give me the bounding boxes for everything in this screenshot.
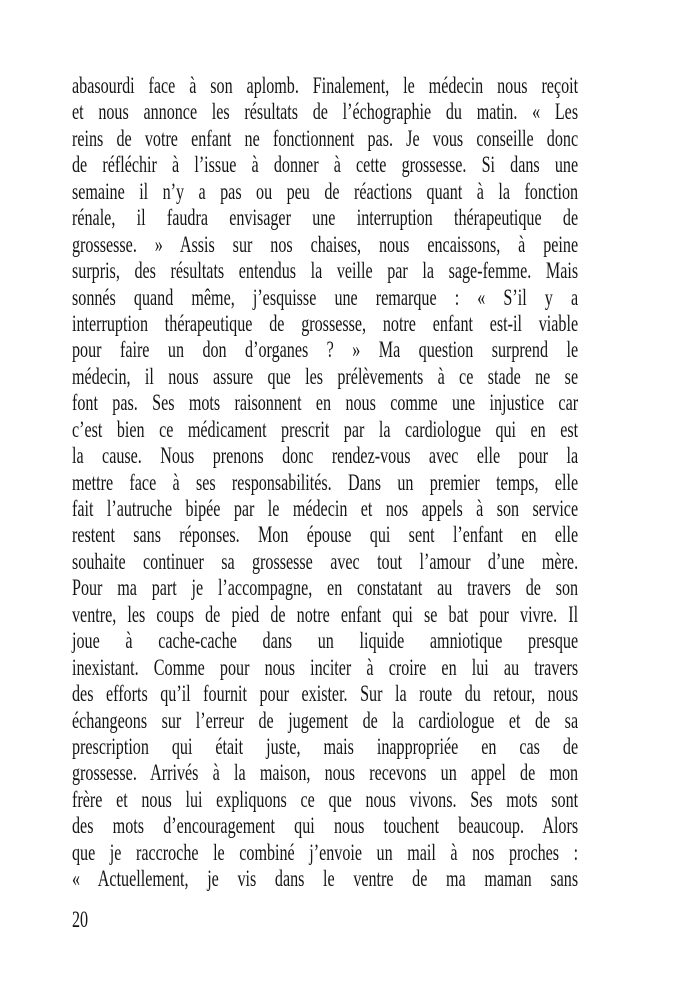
body-text — [72, 73, 578, 893]
body-text-line: inexistant. Comme pour nous inciter à croire en lui au travers — [72, 654, 579, 680]
body-text-line: grossesse. Arrivés à la maison, nous recevons un appel de mon — [72, 760, 579, 786]
body-text-line: pour faire un don d’organes ? » Ma question surprend le — [72, 337, 579, 363]
body-text-line: fait l’autruche bipée par le médecin et nos appels à son service — [72, 496, 579, 521]
body-text-line: « Actuellement, je vis dans le ventre de ma maman sans — [72, 866, 579, 892]
body-text-line: Pour ma part je l’accompagne, en constatant au travers de son — [72, 575, 579, 601]
body-text-line: interruption thérapeutique de grossesse, notre enfant est-il viable — [72, 310, 579, 336]
body-text-line: joue à cache-cache dans un liquide amniotique presque — [72, 628, 579, 654]
body-text-line: et nous annonce les résultats de l’échographie du matin. « Les — [72, 99, 579, 125]
body-text-line: mettre face à ses responsabilités. Dans un premier temps, elle — [72, 469, 579, 495]
body-text-line: frère et nous lui expliquons ce que nous vivons. Ses mots sont — [72, 786, 579, 812]
body-text-line: surpris, des résultats entendus la veille par la sage-femme. Mais — [72, 258, 579, 284]
body-text-line: échangeons sur l’erreur de jugement de la cardiologue et de sa — [72, 707, 579, 733]
body-text-line: souhaite continuer sa grossesse avec tout l’amour d’une mère. — [72, 548, 579, 574]
body-text-line: des mots d’encouragement qui nous touchent beaucoup. Alors — [72, 813, 579, 839]
body-text-line: sonnés quand même, j’esquisse une remarque : « S’il y a — [72, 284, 579, 310]
body-text-line: ventre, les coups de pied de notre enfant qui se bat pour vivre. Il — [72, 601, 579, 627]
body-text-line: des efforts qu’il fournit pour exister. Sur la route du retour, nous — [72, 681, 579, 707]
body-text-line: de réfléchir à l’issue à donner à cette grossesse. Si dans une — [72, 152, 579, 178]
body-text-line: restent sans réponses. Mon épouse qui sent l’enfant en elle — [72, 522, 579, 548]
body-text-line: c’est bien ce médicament prescrit par la cardiologue qui en est — [72, 416, 579, 442]
body-text-line: semaine il n’y a pas ou peu de réactions quant à la fonction — [72, 178, 579, 204]
body-text-line: que je raccroche le combiné j’envoie un mail à nos proches : — [72, 839, 579, 865]
body-text-line: médecin, il nous assure que les prélèvements à ce stade ne se — [72, 363, 579, 389]
body-text-line: abasourdi face à son aplomb. Finalement, le médecin nous reçoit — [72, 73, 579, 98]
body-text-line: prescription qui était juste, mais inappropriée en cas de — [72, 733, 579, 759]
body-text-line: la cause. Nous prenons donc rendez-vous avec elle pour la — [72, 443, 579, 469]
body-text-line: reins de votre enfant ne fonctionnent pas. Je vous conseille donc — [72, 125, 579, 151]
body-text-line: rénale, il faudra envisager une interruption thérapeutique de — [72, 205, 579, 231]
body-text-line: font pas. Ses mots raisonnent en nous comme une injustice car — [72, 390, 579, 416]
page-number: 20 — [72, 907, 89, 932]
body-text-line: grossesse. » Assis sur nos chaises, nous encaissons, à peine — [72, 231, 579, 257]
